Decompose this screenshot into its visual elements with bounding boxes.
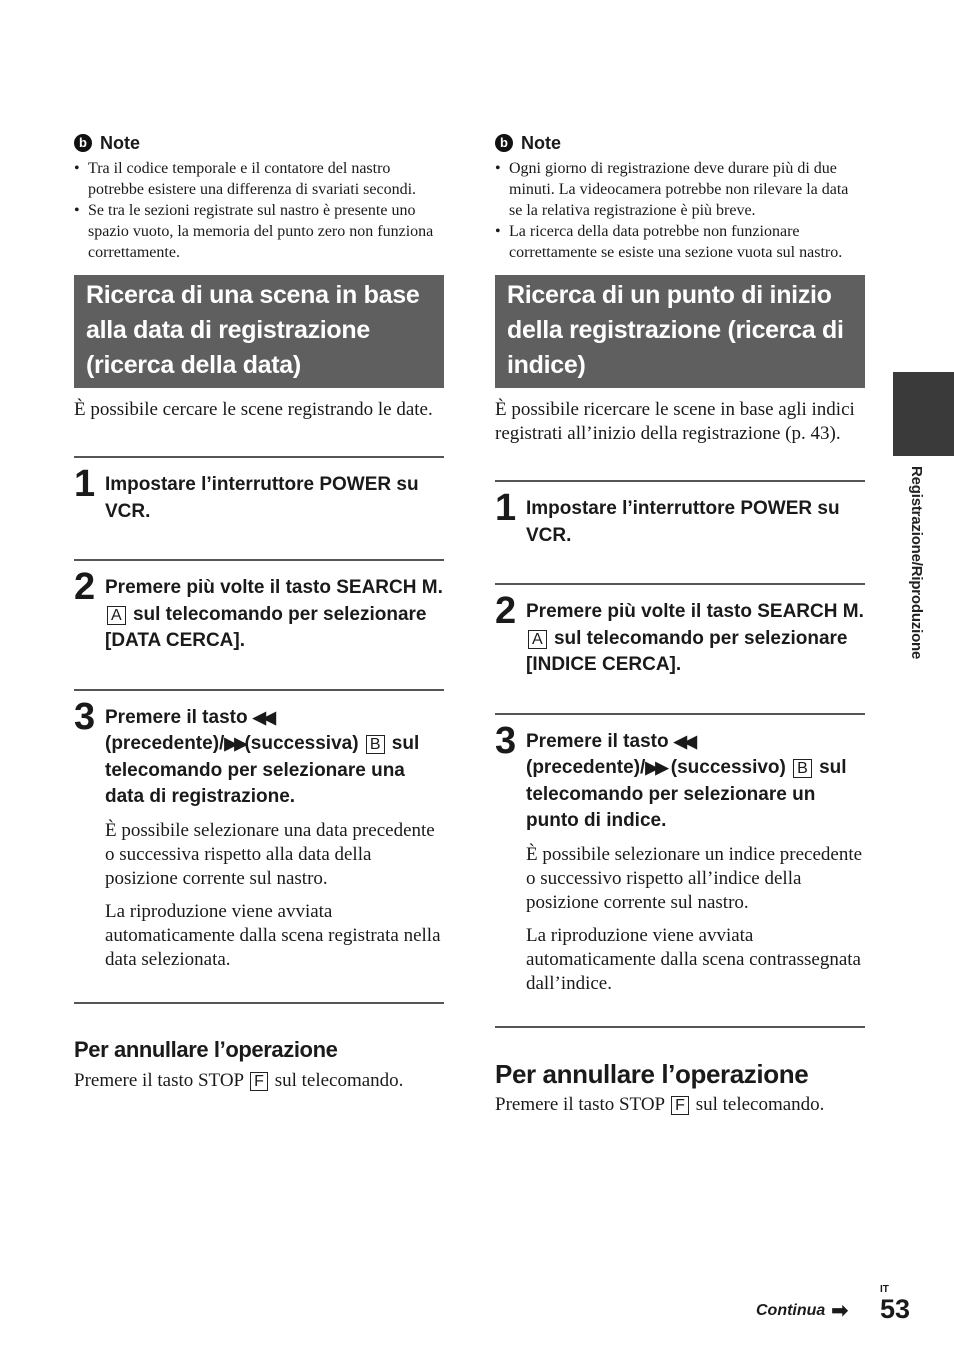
chapter-tab (893, 372, 954, 456)
step-2 (495, 583, 865, 679)
button-ref-box: A (107, 606, 126, 625)
step-text-part: sul telecomando per selezionare un punto di indice. (526, 757, 847, 831)
step-text-part: (precedente)/ (526, 757, 646, 778)
language-code: IT (880, 1284, 889, 1295)
button-ref-box: F (250, 1072, 268, 1091)
section-title (74, 275, 444, 388)
note-item: • Ogni giorno di registrazione deve durare più di due minuti. La videocamera potrebbe non rilevare la data se la relativa registrazione è più breve. (495, 158, 865, 221)
section-title-line: Ricerca di una scena in base (86, 281, 420, 309)
note-icon: b (495, 134, 513, 152)
cancel-text-part: sul telecomando. (695, 1093, 825, 1115)
button-ref-box: B (793, 759, 812, 778)
step-number: 2 (495, 590, 517, 632)
section-intro: È possibile ricercare le scene in base agli indici registrati all’inizio della registrazione (p. 43). (495, 399, 855, 444)
step-text-part: Premere più volte il tasto SEARCH M. (105, 577, 443, 598)
step-text-part: Premere il tasto (105, 706, 248, 728)
step-text-part: sul telecomando per selezionare [INDICE CERCA]. (526, 627, 848, 675)
step-2 (74, 559, 444, 655)
note-heading (74, 128, 444, 158)
section-title (495, 275, 865, 388)
step-number: 2 (74, 566, 96, 608)
step-text-part: Premere più volte il tasto SEARCH M. (526, 601, 864, 622)
button-ref-box: F (671, 1096, 689, 1115)
note-title: Note (100, 132, 140, 153)
note-heading (495, 128, 865, 158)
step-number: 3 (74, 695, 96, 738)
cancel-text-part: sul telecomando. (274, 1069, 404, 1091)
continue-indicator (756, 1298, 848, 1323)
section-intro: È possibile cercare le scene registrando le date. (74, 399, 433, 420)
step-3 (495, 713, 865, 996)
notes-list (74, 158, 444, 263)
step-text-part: (successivo) (670, 757, 786, 778)
step-text-part: Premere il tasto (526, 730, 669, 752)
step-text: Impostare l’interruttore POWER su VCR. (105, 474, 419, 522)
divider (74, 1002, 444, 1004)
cancel-text (74, 1068, 444, 1094)
note-item: • Se tra le sezioni registrate sul nastro è presente uno spazio vuoto, la memoria del punto zero non funziona correttamente. (74, 200, 444, 263)
section-title-line: Ricerca di un punto di inizio (507, 281, 832, 309)
step-text-part: (precedente)/ (105, 733, 225, 754)
step-text (105, 705, 444, 811)
divider (495, 1026, 865, 1028)
note-icon: b (74, 134, 92, 152)
note-item: • La ricerca della data potrebbe non funzionare correttamente se esiste una sezione vuota sul nastro. (495, 221, 865, 263)
section-title-line: indice) (507, 351, 586, 379)
section-title-line: della registrazione (ricerca di (507, 316, 844, 344)
note-item: • Tra il codice temporale e il contatore del nastro potrebbe esistere una differenza di svariati secondi. (74, 158, 444, 200)
section-title-line: (ricerca della data) (86, 351, 301, 379)
step-body (526, 843, 865, 996)
step-1 (74, 456, 444, 525)
step-body (105, 819, 444, 972)
step-number: 3 (495, 719, 517, 762)
button-ref-box: A (528, 630, 547, 649)
step-text (526, 599, 865, 679)
step-1 (495, 480, 865, 549)
cancel-text (495, 1092, 865, 1118)
note-title: Note (521, 132, 561, 153)
previous-icon: ◀◀ (673, 731, 695, 751)
step-text: Impostare l’interruttore POWER su VCR. (526, 498, 840, 546)
cancel-text-part: Premere il tasto STOP (74, 1069, 244, 1091)
previous-icon: ◀◀ (252, 707, 274, 727)
step-text (105, 575, 444, 655)
step-number: 1 (495, 487, 517, 529)
step-text-part: sul telecomando per selezionare una data di registrazione. (105, 733, 420, 807)
next-icon: ▶▶ (224, 734, 245, 753)
step-number: 1 (74, 463, 96, 505)
chapter-label: Registrazione/Riproduzione (908, 466, 925, 660)
continue-label: Continua (756, 1301, 826, 1319)
arrow-right-icon: ➡ (831, 1300, 849, 1322)
page-number: 53 (880, 1294, 911, 1324)
cancel-text-part: Premere il tasto STOP (495, 1093, 665, 1115)
step-paragraph: È possibile selezionare una data precedente o successiva rispetto alla data della posizione corrente sul nastro. (105, 819, 435, 889)
right-column (495, 128, 865, 1118)
step-paragraph: È possibile selezionare un indice precedente o successivo rispetto all’indice della posizione corrente sul nastro. (526, 843, 863, 913)
step-paragraph: La riproduzione viene avviata automaticamente dalla scena registrata nella data selezionata. (105, 900, 441, 970)
section-title-line: alla data di registrazione (86, 316, 370, 344)
next-icon: ▶▶ (645, 758, 666, 777)
left-column (74, 128, 444, 1094)
button-ref-box: B (366, 735, 385, 754)
cancel-heading: Per annullare l’operazione (74, 1036, 338, 1062)
step-paragraph: La riproduzione viene avviata automaticamente dalla scena contrassegnata dall’indice. (526, 924, 861, 994)
step-text-part: (successiva) (244, 733, 359, 754)
step-text (526, 729, 865, 835)
notes-list (495, 158, 865, 263)
step-text-part: sul telecomando per selezionare [DATA CERCA]. (105, 603, 427, 651)
step-3 (74, 689, 444, 972)
cancel-heading: Per annullare l’operazione (495, 1058, 809, 1089)
